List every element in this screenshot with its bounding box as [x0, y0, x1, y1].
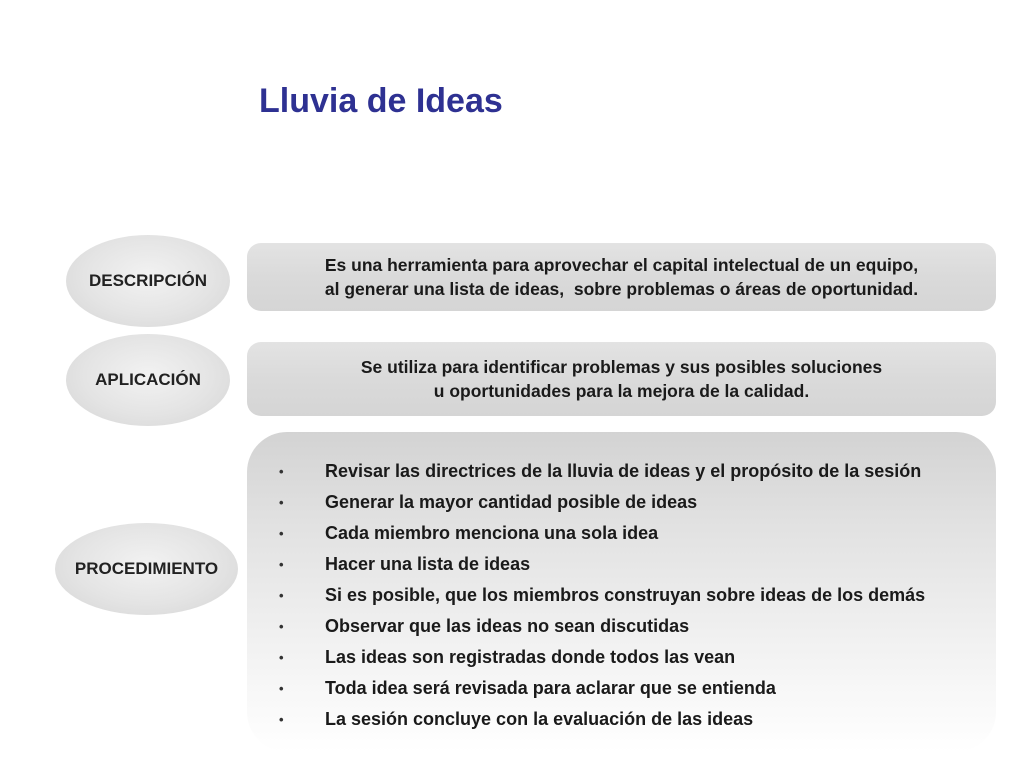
list-item-text: Las ideas son registradas donde todos las vean — [325, 647, 736, 667]
bullet-icon: • — [279, 681, 284, 696]
list-item — [270, 611, 925, 642]
list-item — [270, 673, 925, 704]
descripcion-label: DESCRIPCIÓN — [88, 271, 208, 290]
procedimiento-label: PROCEDIMIENTO — [74, 559, 219, 578]
aplicacion-label-oval — [66, 334, 230, 426]
aplicacion-line-1: Se utiliza para identificar problemas y sus posibles soluciones — [360, 357, 883, 377]
list-item — [270, 549, 925, 580]
bullet-icon: • — [279, 712, 284, 727]
list-item — [270, 642, 925, 673]
list-item — [270, 518, 925, 549]
list-item — [270, 580, 925, 611]
list-item-text: Toda idea será revisada para aclarar que se entienda — [325, 678, 776, 698]
bullet-icon: • — [279, 619, 284, 634]
list-item — [270, 704, 925, 735]
bullet-icon: • — [279, 650, 284, 665]
bullet-icon: • — [279, 495, 284, 510]
list-item-text: Observar que las ideas no sean discutidas — [325, 616, 690, 636]
descripcion-label-oval — [66, 235, 230, 327]
descripcion-box — [247, 243, 996, 311]
bullet-icon: • — [279, 557, 284, 572]
list-item-text: Cada miembro menciona una sola idea — [325, 523, 659, 543]
list-item-text: Si es posible, que los miembros construyan sobre ideas de los demás — [325, 585, 926, 605]
aplicacion-line-2: u oportunidades para la mejora de la calidad. — [433, 381, 810, 401]
list-item-text: La sesión concluye con la evaluación de las ideas — [325, 709, 754, 729]
list-item — [270, 487, 925, 518]
list-item — [270, 456, 925, 487]
procedimiento-list — [270, 456, 925, 735]
bullet-icon: • — [279, 526, 284, 541]
slide-title: Lluvia de Ideas — [259, 82, 503, 120]
procedimiento-label-oval — [55, 523, 238, 615]
list-item-text: Revisar las directrices de la lluvia de ideas y el propósito de la sesión — [325, 461, 922, 481]
descripcion-line-2: al generar una lista de ideas, sobre problemas o áreas de oportunidad. — [324, 279, 919, 299]
descripcion-line-1: Es una herramienta para aprovechar el capital intelectual de un equipo, — [324, 255, 919, 275]
list-item-text: Hacer una lista de ideas — [325, 554, 531, 574]
bullet-icon: • — [279, 464, 284, 479]
aplicacion-label: APLICACIÓN — [95, 370, 201, 389]
bullet-icon: • — [279, 588, 284, 603]
list-item-text: Generar la mayor cantidad posible de ideas — [325, 492, 698, 512]
aplicacion-box — [247, 342, 996, 416]
